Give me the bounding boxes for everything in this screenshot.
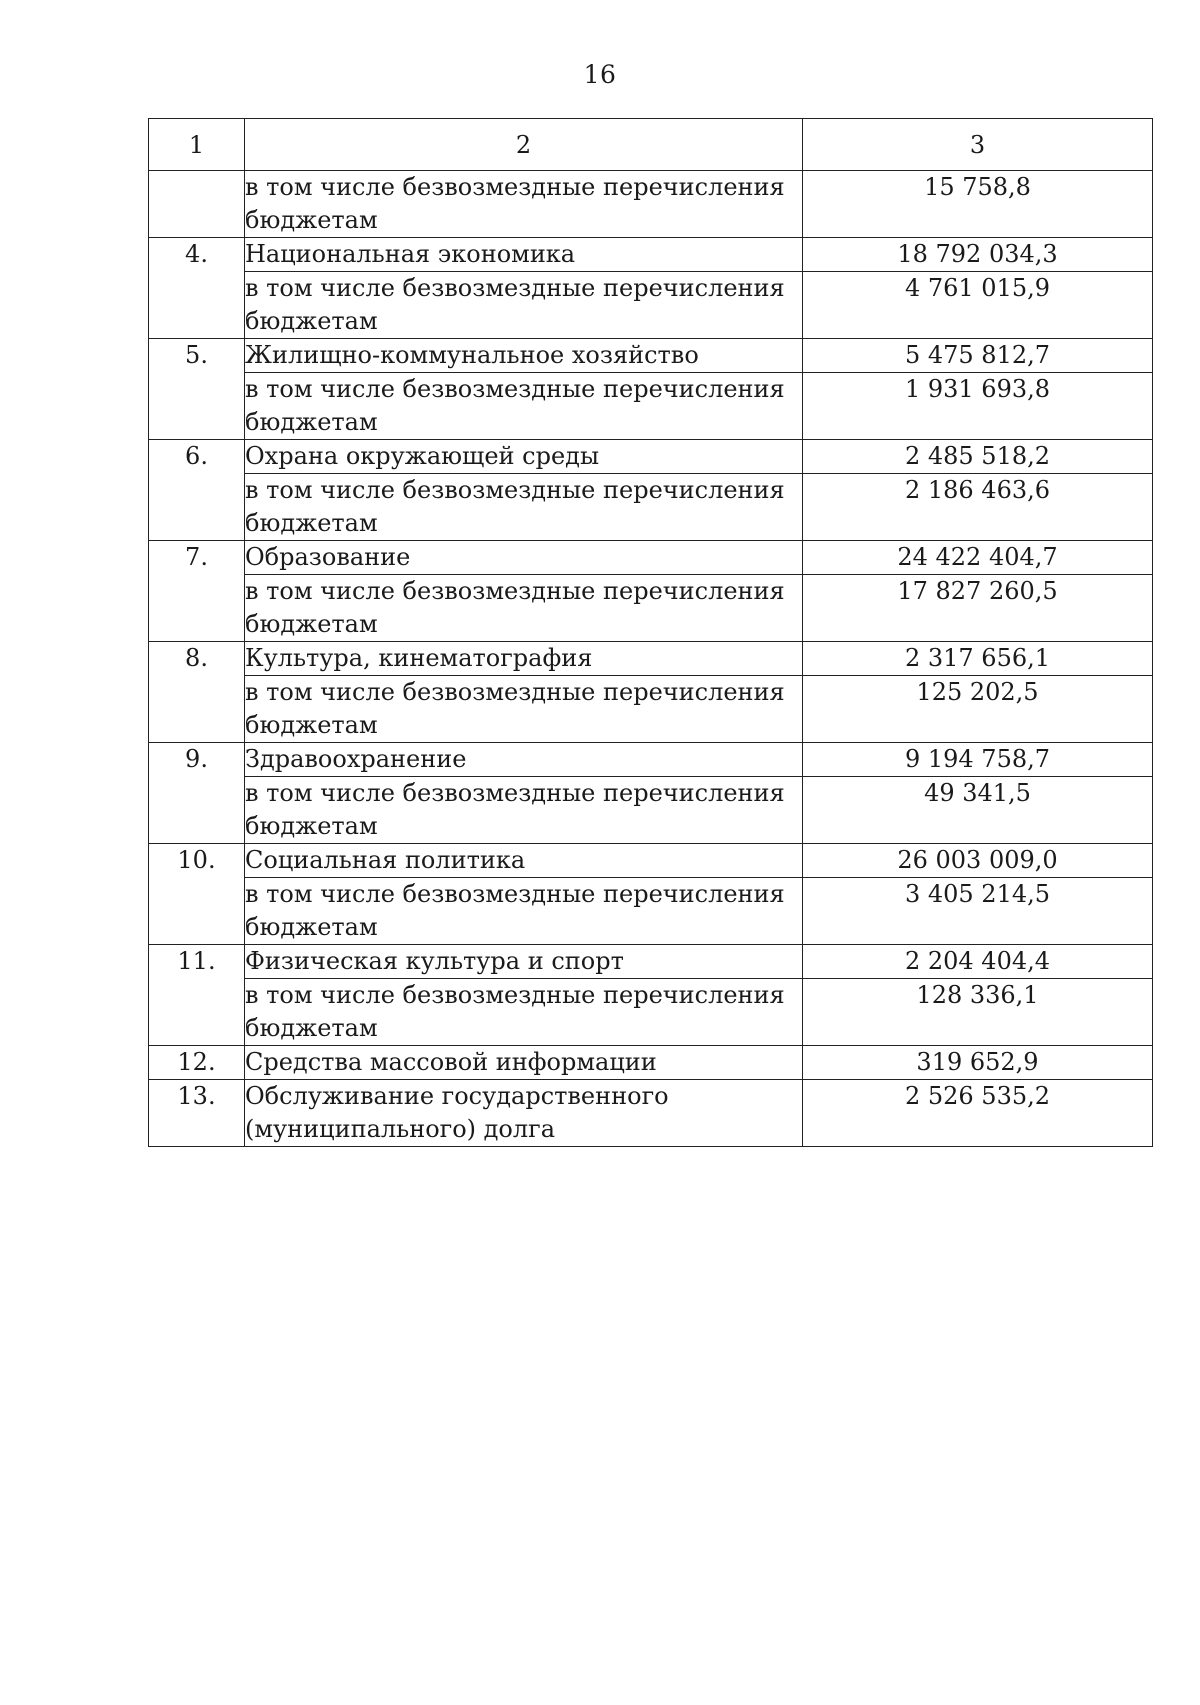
- row-sub-label: в том числе безвозмездные перечисления бюджетам: [245, 979, 803, 1046]
- row-number: 11.: [149, 945, 245, 1046]
- row-section-name: Культура, кинематография: [245, 642, 803, 676]
- row-section-value: 319 652,9: [803, 1046, 1153, 1080]
- table-row-section: [149, 743, 1153, 777]
- row-number: 13.: [149, 1080, 245, 1147]
- table-row-section: [149, 1080, 1153, 1147]
- row-sub-value: 3 405 214,5: [803, 878, 1153, 945]
- row-section-value: 24 422 404,7: [803, 541, 1153, 575]
- table-row-sub: [149, 878, 1153, 945]
- table-row-sub: [149, 575, 1153, 642]
- row-sub-label: в том числе безвозмездные перечисления бюджетам: [245, 575, 803, 642]
- row-number: 4.: [149, 238, 245, 339]
- row-section-name: Здравоохранение: [245, 743, 803, 777]
- row-section-value: 26 003 009,0: [803, 844, 1153, 878]
- row-sub-label: в том числе безвозмездные перечисления бюджетам: [245, 676, 803, 743]
- row-sub-value: 49 341,5: [803, 777, 1153, 844]
- row-section-value: 18 792 034,3: [803, 238, 1153, 272]
- row-number: 7.: [149, 541, 245, 642]
- row-section-value: 2 317 656,1: [803, 642, 1153, 676]
- table-row-section: [149, 945, 1153, 979]
- row-section-value: 2 526 535,2: [803, 1080, 1153, 1147]
- header-col-1: 1: [149, 119, 245, 171]
- row-section-value: 2 204 404,4: [803, 945, 1153, 979]
- row-number: 12.: [149, 1046, 245, 1080]
- row-number: 5.: [149, 339, 245, 440]
- table-row-section: [149, 339, 1153, 373]
- row-sub-value: 17 827 260,5: [803, 575, 1153, 642]
- row-sub-value: 1 931 693,8: [803, 373, 1153, 440]
- row-sub-label: в том числе безвозмездные перечисления бюджетам: [245, 878, 803, 945]
- row-section-name: Средства массовой информации: [245, 1046, 803, 1080]
- row-section-value: 5 475 812,7: [803, 339, 1153, 373]
- row-section-value: 9 194 758,7: [803, 743, 1153, 777]
- row-sub-value: 15 758,8: [803, 171, 1153, 238]
- row-sub-value: 128 336,1: [803, 979, 1153, 1046]
- table-row-section: [149, 238, 1153, 272]
- row-sub-label: в том числе безвозмездные перечисления бюджетам: [245, 777, 803, 844]
- table-row-sub: [149, 777, 1153, 844]
- row-section-name: Обслуживание государственного (муниципального) долга: [245, 1080, 803, 1147]
- header-col-3: 3: [803, 119, 1153, 171]
- row-sub-label: в том числе безвозмездные перечисления бюджетам: [245, 373, 803, 440]
- table-row-section: [149, 440, 1153, 474]
- row-section-name: Образование: [245, 541, 803, 575]
- table-row-section: [149, 541, 1153, 575]
- row-sub-value: 125 202,5: [803, 676, 1153, 743]
- row-section-name: Физическая культура и спорт: [245, 945, 803, 979]
- row-sub-label: в том числе безвозмездные перечисления бюджетам: [245, 272, 803, 339]
- budget-expenditure-table: [148, 118, 1153, 1147]
- row-sub-label: в том числе безвозмездные перечисления бюджетам: [245, 474, 803, 541]
- row-number: 9.: [149, 743, 245, 844]
- row-sub-value: 4 761 015,9: [803, 272, 1153, 339]
- row-section-name: Социальная политика: [245, 844, 803, 878]
- row-sub-value: 2 186 463,6: [803, 474, 1153, 541]
- table-row-sub: [149, 373, 1153, 440]
- row-section-name: Охрана окружающей среды: [245, 440, 803, 474]
- table-row-section: [149, 844, 1153, 878]
- table-row-sub: [149, 676, 1153, 743]
- row-section-name: Национальная экономика: [245, 238, 803, 272]
- table-row-continued-sub: [149, 171, 1153, 238]
- table-header-row: [149, 119, 1153, 171]
- table-row-sub: [149, 474, 1153, 541]
- table-row-sub: [149, 979, 1153, 1046]
- row-number: 8.: [149, 642, 245, 743]
- table-row-sub: [149, 272, 1153, 339]
- row-number: 10.: [149, 844, 245, 945]
- row-sub-label: в том числе безвозмездные перечисления бюджетам: [245, 171, 803, 238]
- row-section-name: Жилищно-коммунальное хозяйство: [245, 339, 803, 373]
- page-number: 16: [583, 60, 617, 89]
- row-number-empty: [149, 171, 245, 238]
- row-section-value: 2 485 518,2: [803, 440, 1153, 474]
- row-number: 6.: [149, 440, 245, 541]
- table-row-section: [149, 1046, 1153, 1080]
- header-col-2: 2: [245, 119, 803, 171]
- table-row-section: [149, 642, 1153, 676]
